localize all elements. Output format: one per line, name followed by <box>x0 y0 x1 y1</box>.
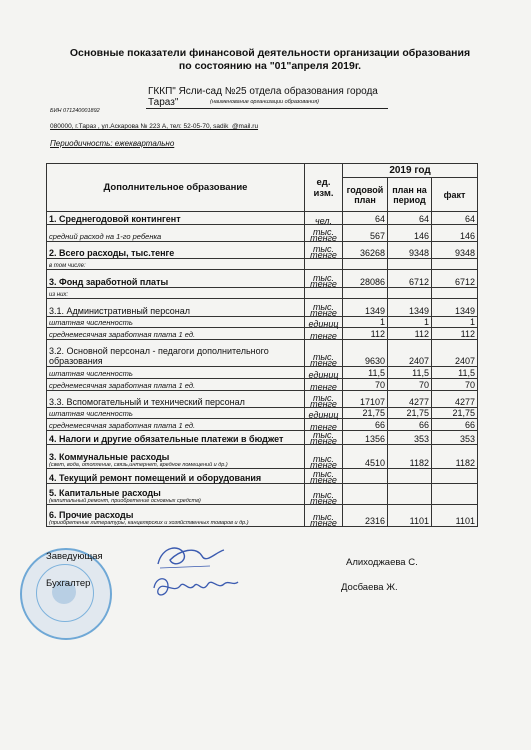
row-name: 1. Среднегодовой контингент <box>49 214 181 224</box>
organization-caption: (наименование организации образования) <box>210 99 319 105</box>
row-plan-value <box>343 469 388 484</box>
row-unit: тыс. тенге <box>305 391 343 408</box>
row-name-cell <box>47 408 305 419</box>
row-fact-value: 11,5 <box>432 367 478 379</box>
row-fact-value: 1182 <box>432 445 478 469</box>
row-fact-value: 64 <box>432 212 478 225</box>
row-unit: тыс. тенге <box>305 299 343 317</box>
row-fact-value: 4277 <box>432 391 478 408</box>
row-period-value: 1349 <box>388 299 432 317</box>
row-name-cell <box>47 431 305 445</box>
row-plan-value: 1349 <box>343 299 388 317</box>
row-name-cell <box>47 484 305 505</box>
row-plan-value: 28086 <box>343 270 388 288</box>
row-name: 3.2. Основной персонал - педагоги дополнительного образования <box>49 346 269 366</box>
row-name: штатная численность <box>49 409 133 418</box>
row-period-value: 11,5 <box>388 367 432 379</box>
row-name-cell <box>47 379 305 391</box>
row-name: из них: <box>49 292 69 298</box>
table-row <box>47 367 478 379</box>
row-name: среднемесячная заработная плата 1 ед. <box>49 421 196 430</box>
title-line-1: Основные показатели финансовой деятельности организации образования <box>69 47 471 59</box>
row-name-cell <box>47 288 305 299</box>
row-name-cell <box>47 212 305 225</box>
row-period-value <box>388 288 432 299</box>
bin-number: БИН 071240001892 <box>50 108 100 114</box>
table-row <box>47 270 478 288</box>
table-row <box>47 431 478 445</box>
row-name: среднемесячная заработная плата 1 ед. <box>49 381 196 390</box>
row-name: 6. Прочие расходы <box>49 510 134 520</box>
row-name-cell <box>47 367 305 379</box>
row-plan-value: 1356 <box>343 431 388 445</box>
header-period: план на период <box>388 178 432 212</box>
row-unit: тыс. тенге <box>305 242 343 259</box>
row-plan-value: 11,5 <box>343 367 388 379</box>
row-plan-value: 66 <box>343 419 388 431</box>
header-name: Дополнительное образование <box>47 164 305 212</box>
row-fact-value <box>432 469 478 484</box>
row-fact-value: 1 <box>432 317 478 328</box>
accountant-name: Досбаева Ж. <box>341 582 398 593</box>
row-plan-value: 112 <box>343 328 388 340</box>
row-unit: тенге <box>305 419 343 431</box>
row-unit: тыс. тенге <box>305 340 343 367</box>
table-row <box>47 469 478 484</box>
row-plan-value: 567 <box>343 225 388 242</box>
head-name: Алиходжаева С. <box>346 557 418 568</box>
row-fact-value: 1349 <box>432 299 478 317</box>
header-plan: годовой план <box>343 178 388 212</box>
table-row <box>47 391 478 408</box>
row-plan-value: 1 <box>343 317 388 328</box>
row-plan-value: 70 <box>343 379 388 391</box>
row-period-value: 112 <box>388 328 432 340</box>
row-subtitle: (приобретение литературы, канцелярских и хозяйственных товаров и др.) <box>49 520 249 526</box>
row-plan-value: 2316 <box>343 505 388 527</box>
row-name-cell <box>47 505 305 527</box>
table-row <box>47 340 478 367</box>
row-period-value: 1182 <box>388 445 432 469</box>
table-row <box>47 379 478 391</box>
row-plan-value <box>343 484 388 505</box>
row-name-cell <box>47 445 305 469</box>
row-fact-value: 21,75 <box>432 408 478 419</box>
table-row <box>47 484 478 505</box>
row-unit: тыс. тенге <box>305 505 343 527</box>
title-line-2: по состоянию на "01"апреля 2019г. <box>178 60 362 72</box>
row-name-cell <box>47 270 305 288</box>
row-plan-value: 21,75 <box>343 408 388 419</box>
organization-name: ГККП" Ясли-сад №25 отдела образования города Тараз" <box>146 86 388 109</box>
accountant-label: Бухгалтер <box>46 578 91 589</box>
row-name: средний расход на 1-го ребенка <box>49 232 162 241</box>
row-unit <box>305 288 343 299</box>
row-fact-value: 6712 <box>432 270 478 288</box>
row-period-value: 64 <box>388 212 432 225</box>
row-period-value <box>388 259 432 270</box>
table-row <box>47 445 478 469</box>
table-row <box>47 212 478 225</box>
table-row <box>47 259 478 270</box>
row-plan-value: 36268 <box>343 242 388 259</box>
row-name: среднемесячная заработная плата 1 ед. <box>49 330 196 339</box>
row-unit: тыс. тенге <box>305 225 343 242</box>
table-row <box>47 419 478 431</box>
row-plan-value: 64 <box>343 212 388 225</box>
row-fact-value: 353 <box>432 431 478 445</box>
row-fact-value: 70 <box>432 379 478 391</box>
row-unit: единиц <box>305 317 343 328</box>
row-period-value <box>388 469 432 484</box>
row-fact-value <box>432 484 478 505</box>
row-name-cell <box>47 328 305 340</box>
row-fact-value: 66 <box>432 419 478 431</box>
periodicity: Периодичность: ежеквартально <box>50 139 175 148</box>
row-unit: тыс. тенге <box>305 270 343 288</box>
row-fact-value: 2407 <box>432 340 478 367</box>
row-plan-value: 17107 <box>343 391 388 408</box>
row-subtitle: (капитальный ремонт, приобретение основных средств) <box>49 498 201 504</box>
row-unit: единиц <box>305 367 343 379</box>
header-fact: факт <box>432 178 478 212</box>
row-period-value: 4277 <box>388 391 432 408</box>
row-period-value: 1 <box>388 317 432 328</box>
row-period-value <box>388 484 432 505</box>
row-fact-value: 9348 <box>432 242 478 259</box>
row-unit: тыс. тенге <box>305 469 343 484</box>
document-title <box>60 47 480 73</box>
row-unit: чел. <box>305 212 343 225</box>
table-row <box>47 408 478 419</box>
table-row <box>47 225 478 242</box>
financial-table <box>46 163 478 527</box>
table-row <box>47 288 478 299</box>
row-unit: тыс. тенге <box>305 445 343 469</box>
table-row <box>47 328 478 340</box>
table-row <box>47 317 478 328</box>
row-name: 3. Коммунальные расходы <box>49 452 170 462</box>
row-unit: тенге <box>305 328 343 340</box>
row-name: 3.3. Вспомогательный и технический персонал <box>49 397 245 407</box>
row-plan-value <box>343 288 388 299</box>
row-name: штатная численность <box>49 369 133 378</box>
row-period-value: 66 <box>388 419 432 431</box>
row-period-value: 21,75 <box>388 408 432 419</box>
row-fact-value: 112 <box>432 328 478 340</box>
row-name: 4. Текущий ремонт помещений и оборудования <box>49 473 262 483</box>
table-row <box>47 299 478 317</box>
head-label: Заведующая <box>46 551 103 562</box>
row-fact-value: 1101 <box>432 505 478 527</box>
header-unit: ед. изм. <box>305 164 343 212</box>
row-name-cell <box>47 469 305 484</box>
row-name-cell <box>47 259 305 270</box>
row-period-value: 6712 <box>388 270 432 288</box>
row-plan-value <box>343 259 388 270</box>
row-name: в том числе: <box>49 263 86 269</box>
row-period-value: 70 <box>388 379 432 391</box>
row-name-cell <box>47 391 305 408</box>
header-year: 2019 год <box>343 164 478 178</box>
row-period-value: 146 <box>388 225 432 242</box>
row-unit: единиц <box>305 408 343 419</box>
row-name-cell <box>47 242 305 259</box>
row-name-cell <box>47 225 305 242</box>
row-fact-value <box>432 259 478 270</box>
row-name-cell <box>47 340 305 367</box>
row-name: 5. Капитальные расходы <box>49 488 161 498</box>
row-subtitle: (свет, вода, отопление, связь,интернет, вредное помещений и др.) <box>49 462 228 468</box>
row-period-value: 353 <box>388 431 432 445</box>
row-unit: тенге <box>305 379 343 391</box>
accountant-signature <box>148 572 243 604</box>
row-plan-value: 9630 <box>343 340 388 367</box>
row-name: 4. Налоги и другие обязательные платежи в бюджет <box>49 434 284 444</box>
row-unit: тыс. тенге <box>305 431 343 445</box>
row-fact-value: 146 <box>432 225 478 242</box>
row-unit: тыс. тенге <box>305 484 343 505</box>
row-fact-value <box>432 288 478 299</box>
row-name-cell <box>47 419 305 431</box>
row-period-value: 9348 <box>388 242 432 259</box>
row-unit <box>305 259 343 270</box>
row-name-cell <box>47 299 305 317</box>
table-row <box>47 505 478 527</box>
row-plan-value: 4510 <box>343 445 388 469</box>
table-row <box>47 242 478 259</box>
organization-address: 080000, г.Тараз , ул.Аскарова № 223 А, тел: 52-05-70, sadik_@mail.ru <box>50 123 259 130</box>
head-signature <box>150 540 230 574</box>
row-name: штатная численность <box>49 318 133 327</box>
row-period-value: 2407 <box>388 340 432 367</box>
row-name: 2. Всего расходы, тыс.тенге <box>49 248 175 258</box>
row-period-value: 1101 <box>388 505 432 527</box>
row-name: 3. Фонд заработной платы <box>49 277 169 287</box>
row-name-cell <box>47 317 305 328</box>
row-name: 3.1. Административный персонал <box>49 306 191 316</box>
